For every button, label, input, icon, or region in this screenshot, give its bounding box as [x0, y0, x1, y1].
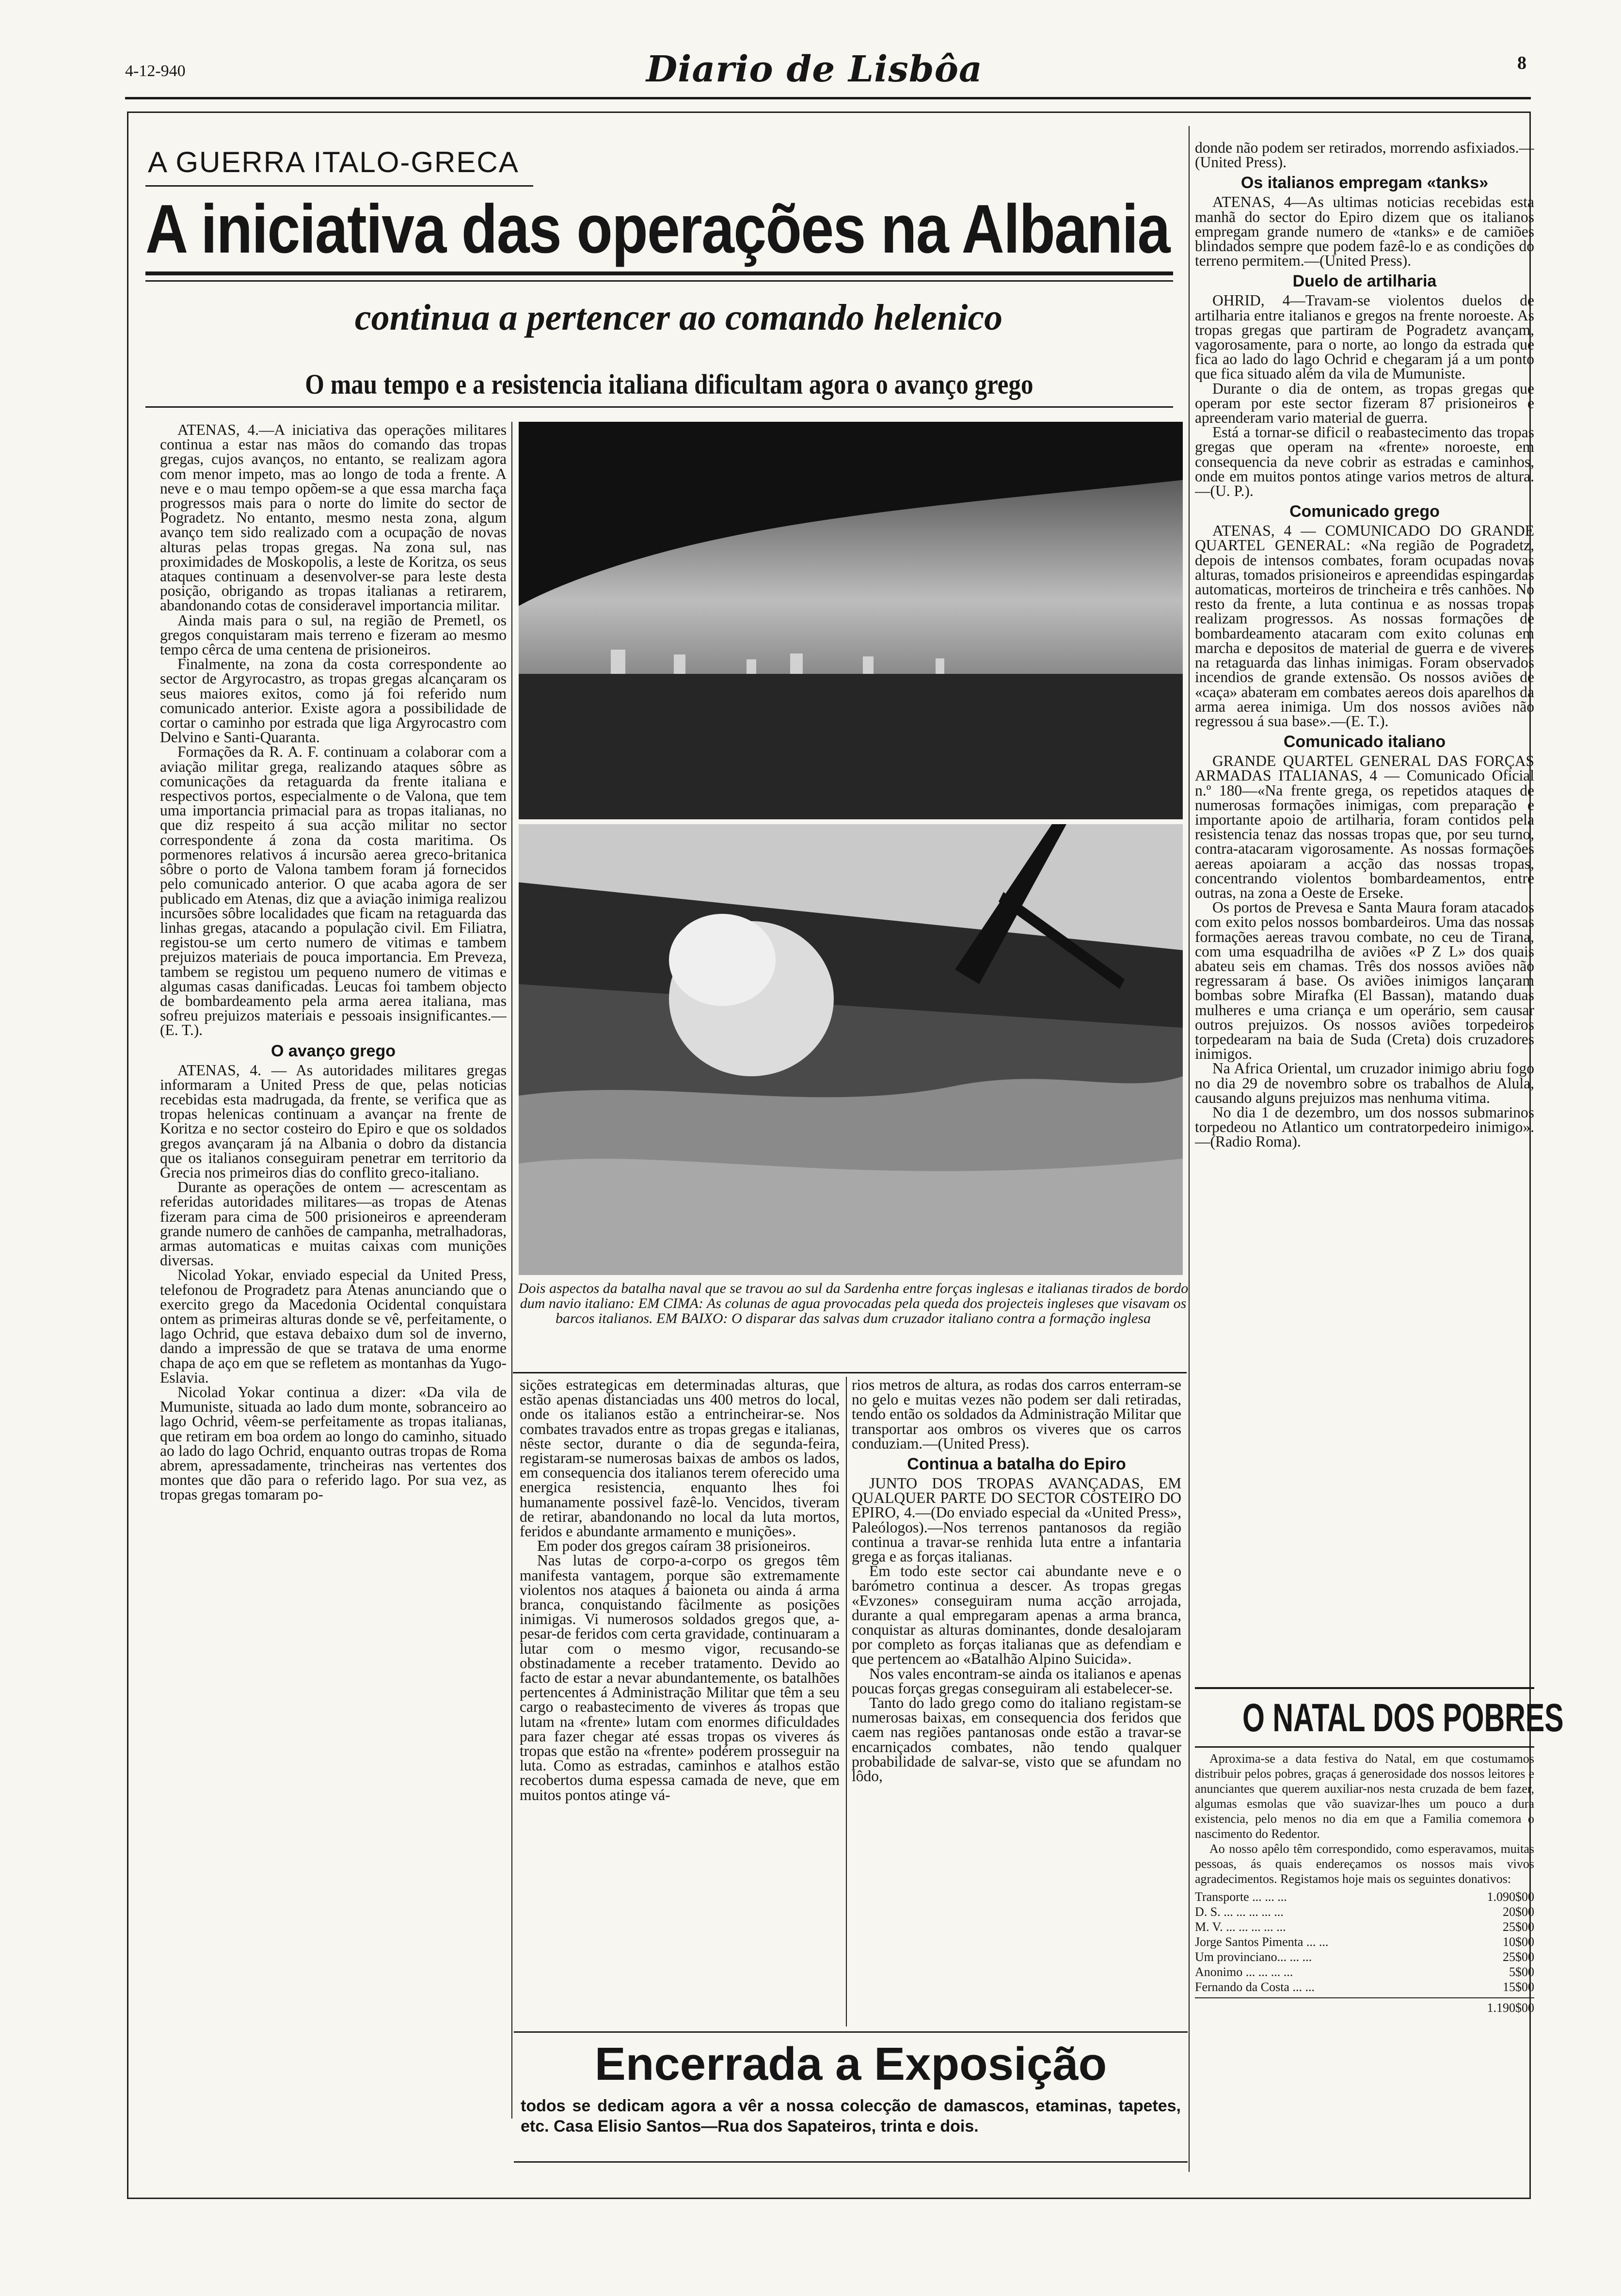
col2-paragraph: Em poder dos gregos caíram 38 prisioneiros.: [537, 1537, 811, 1555]
naval-battle-photo-top: [519, 422, 1183, 819]
col4-paragraph: donde não podem ser retirados, morrendo asfixiados.—(United Press).: [1195, 141, 1534, 171]
subhead: continua a pertencer ao comando helenico: [354, 297, 1003, 338]
col2-paragraph: sições estrategicas em determinadas alturas, que estão apenas distanciadas uns 400 metros do local, onde os italianos estão a entrincheirar-se. Nos combates travados entre as tropas gregas e italianas, nêste sector, durante o dia de segunda-feira, registaram-se numerosas baixas de ambos os lados, em consequencia dos italianos terem oferecido uma energica resistencia, enquanto lhes foi humanamente possivel fazê-lo. Vencidos, tiveram de retirar, abandonando no local da luta mortos, feridos e abundante armamento e munições».: [520, 1378, 840, 1540]
main-headline: A iniciativa das operações na Albania: [145, 191, 1170, 268]
photo-caption: Dois aspectos da batalha naval que se travou ao sul da Sardenha entre forças inglesas e italianas tirados de bordo dum navio italiano: EM CIMA: As colunas de agua provocadas pela queda dos projecteis ingleses que visavam os barcos italianos. EM BAIXO: O disparar das salvas dum cruzador italiano contra a formação inglesa: [518, 1280, 1189, 1326]
headline-rule-2: [145, 280, 1173, 282]
natal-box: [1195, 1687, 1564, 2167]
col1-subheading: O avanço grego: [271, 1041, 396, 1060]
col4-subheading: Comunicado grego: [1289, 502, 1440, 521]
deck-rule: [145, 406, 1173, 408]
col1-paragraph: Ainda mais para o sul, na região de Premetl, os gregos conquistaram mais terreno e fizeram ao mesmo tempo cêrca de uma centena de prisioneiros.: [160, 611, 507, 658]
natal-title: O NATAL DOS POBRES: [1242, 1696, 1564, 1740]
donation-total: 1.190$00: [1195, 1997, 1534, 2015]
col3-paragraph: JUNTO DOS TROPAS AVANÇADAS, EM QUALQUER PARTE DO SECTOR COSTEIRO DO EPIRO, 4.—(Do enviado especial da «United Press», Paleólogos).—Nos terrenos pantanosos da região continua a travar-se renhida luta entre a infantaria grega e as forças italianas.: [852, 1475, 1181, 1565]
natal-paragraph: Ao nosso apêlo têm correspondido, como esperavamos, muitas pessoas, ás quais endereçamos os nossos mais vivos agradecimentos. Registamos hoje mais os seguintes donativos:: [1195, 1842, 1534, 1886]
column-4: [1195, 141, 1534, 1682]
date-label: 4-12-940: [125, 62, 186, 80]
ad-title: Encerrada a Exposição: [594, 2038, 1107, 2090]
col1-paragraph: ATENAS, 4. — As autoridades militares gregas informaram a United Press de que, pelas noticias recebidas esta madrugada, da frente, se verifica que as tropas helenicas continuam a avançar na frente de Koritza e no sector costeiro do Epiro e que os soldados gregos avançaram já na Albania o dobro da distancia que os italianos conseguiram penetrar em territorio da Grecia nos primeiros dias do conflito greco-italiano.: [160, 1061, 507, 1181]
column-divider: [1189, 126, 1190, 2172]
col3-paragraph: Nos vales encontram-se ainda os italianos e apenas poucas forças gregas conseguiram ali estabelecer-se.: [852, 1665, 1181, 1697]
col1-paragraph: Nicolad Yokar continua a dizer: «Da vila de Mumuniste, situada ao lado dum monte, sobranceiro ao lago Ochrid, vêem-se perfeitamente as tropas italianas, que retiram em boa ordem ao longo do caminho, situado ao lado do lago Ochrid, enquanto outras tropas de Roma abrem, apressadamente, trincheiras nas vertentes dos montes que dão para o referido lago. Por sua vez, as tropas gregas tomaram po-: [160, 1384, 507, 1503]
col1-paragraph: Nicolad Yokar, enviado especial da United Press, telefonou de Progradetz para Atenas anunciando que o exercito grego da Macedonia Ocidental conquistara ontem as primeiras alturas donde se vê, perfeitamente, o lago Ochrid, que estava debaixo dum sol de inverno, dando a impressão de que se tratava de uma enorme chapa de aço em que se refletem as montanhas da Yugo-Eslavia.: [160, 1266, 507, 1386]
donation-row: D. S. ... ... ... ... ... 20$00: [1195, 1905, 1534, 1919]
col4-paragraph: No dia 1 de dezembro, um dos nossos submarinos torpedeou no Atlantico um contratorpedeiro inimigo».—(Radio Roma).: [1195, 1103, 1534, 1150]
masthead-rule: [125, 97, 1531, 99]
column-divider: [511, 422, 512, 2119]
col1-paragraph: ATENAS, 4.—A iniciativa das operações militares continua a estar nas mãos do comando das tropas gregas, cujos avanços, no entanto, se realizam agora com menor impeto, mas ao longo de toda a frente. A neve e o mau tempo opõem-se a que essa marcha faça progressos mais para o norte do limite do sector de Pogradetz. No entanto, mesmo nesta zona, algum avanço tem sido realizado com a ocupação de novas alturas pelas tropas gregas. Na zona sul, nas proximidades de Moskopolis, a leste de Koritza, os seus ataques continuam a desenvolver-se para leste desta posição, obrigando as tropas italianas a retirarem, abandonando cotas de consideravel importancia militar.: [160, 423, 507, 614]
col4-subheading: Duelo de artilharia: [1292, 272, 1437, 291]
donation-row: Transporte ... ... ... 1.090$00: [1195, 1890, 1534, 1904]
column-divider: [846, 1377, 847, 2026]
col3-paragraph: Em todo este sector cai abundante neve e o barómetro continua a descer. As tropas gregas «Evzones» conseguiram numa acção arrojada, durante a qual empregaram apenas a arma branca, conquistar as alturas dominantes, donde desalojaram por completo as forças italianas que as defendiam e que pertencem ao «Batalhão Alpino Suicida».: [852, 1563, 1181, 1668]
col4-paragraph: GRANDE QUARTEL GENERAL DAS FORÇAS ARMADAS ITALIANAS, 4 — Comunicado Oficial n.º 180—«Na frente grega, os repetidos ataques de numerosas formações inimigas, com preparação e importante apoio de artilharia, foram contidos pela resistencia tenaz das nossas tropas que, por seu turno, contra-atacaram vigorosamente. As nossas formações aereas apoiaram a acção das nossas tropas, concentrando violentos bombardeamentos, entre outras, na zona a Oeste de Erseke.: [1195, 752, 1534, 901]
column-3: [852, 1378, 1181, 2027]
col4-paragraph: ATENAS, 4 — COMUNICADO DO GRANDE QUARTEL GENERAL: «Na região de Pogradetz, depois de intensos combates, foram ocupadas novas alturas, tomados prisioneiros e apreendidas espingardas automaticas, morteiros de trincheira e três canhões. No resto da frente, a luta continua e as nossas tropas realizam progressos. As nossas formações de bombardeamento atacaram com exito colunas em marcha e depositos de material de guerra e de viveres na retaguarda das linhas inimigas. Foram observados incendios de grande extensão. Os nossos aviões de «caça» abateram em combates aereos dois aparelhos da arma aerea inimiga. Um dos nossos aviões não regressou á sua base».—(E. T.).: [1195, 522, 1534, 730]
col2-paragraph: Nas lutas de corpo-a-corpo os gregos têm manifesta vantagem, porque são extremamente violentos nos ataques á baioneta ou ainda á arma branca, conquistando fàcilmente as posições inimigas. Vi numerosos soldados gregos que, a-pesar-de feridos com certa gravidade, continuaram a lutar com o mesmo vigor, recusando-se obstinadamente a receber tratamento. Devido ao facto de estar a nevar abundantemente, os batalhões pertencentes á Administração Militar que têm a seu cargo o reabastecimento de viveres ás tropas que lutam na «frente» lutam com enormes dificuldades para fazer chegar até essas tropas os viveres ás tropas que estão na «frente» podérem prosseguir na luta. Como as estradas, caminhos e atalhos estão recobertos duma espessa camada de neve, que em muitos pontos atinge vá-: [520, 1552, 840, 1803]
col3-subheading: Continua a batalha do Epiro: [907, 1455, 1126, 1474]
donation-row: Jorge Santos Pimenta ... ... 10$00: [1195, 1935, 1534, 1949]
exhibition-ad: [514, 2031, 1188, 2163]
photo-bottom-rule: [513, 1372, 1187, 1373]
ad-text: todos se dedicam agora a vêr a nossa colecção de damascos, etaminas, tapetes, etc. Casa Elisio Santos—Rua dos Sapateiros, trinta e dois.: [521, 2097, 1181, 2136]
kicker-underline: [145, 185, 533, 187]
col1-paragraph: Formações da R. A. F. continuam a colaborar com a aviação militar grega, realizando ataques sôbre as comunicações da retaguarda da frente italiana e respectivos portos, especialmente o de Valona, que tem uma importancia primacial para as tropas italianas, no que diz respeito á sua acção militar no sector correspondente á zona da costa maritima. Os pormenores relativos á incursão aerea greco-britanica sôbre o porto de Valona tambem foram já fornecidos pelo comunicado anterior. O que acaba agora de ser publicado em Atenas, diz que a aviação inimiga realizou incursões sôbre localidades que ficam na retaguarda das linhas gregas, atacando a população civil. Em Filiatra, registou-se um certo numero de vitimas e tambem prejuizos materiais de pouca importancia. Em Preveza, tambem se registou um pequeno numero de vitimas e algumas casas danificadas. Leucas foi tambem objecto de bombardeamento pela arma aerea italiana, mas sofreu prejuizos materiais e pessoais insignificantes.—(E. T.).: [160, 743, 507, 1039]
col4-paragraph: OHRID, 4—Travam-se violentos duelos de artilharia entre italianos e gregos na frente noroeste. As tropas gregas que partiram de Pogradetz avançam, vagorosamente, para o norte, ao longo da estrada que fica ao lado do lago Ochrid e chegaram já a um ponto que fica situado além da vila de Mumuniste.: [1195, 292, 1534, 383]
donation-list: [1195, 1889, 1534, 2015]
newspaper-masthead: Diario de Lisbôa: [646, 48, 983, 90]
col3-paragraph: Tanto do lado grego como do italiano registam-se numerosas baixas, em consequencia dos feridos que caem nas regiões pantanosas onde estão a travar-se encarniçados combates, não tendo qualquer probabilidade de salvar-se, visto que se afundam no lôdo,: [852, 1694, 1181, 1785]
col1-paragraph: Durante as operações de ontem — acrescentam as referidas autoridades militares—as tropas de Atenas fizeram para cima de 500 prisioneiros e apreenderam grande numero de canhões de campanha, metralhadoras, armas automaticas e muitas caixas com munições diversas.: [160, 1179, 507, 1269]
deck: O mau tempo e a resistencia italiana dificultam agora o avanço grego: [305, 368, 1033, 400]
kicker: A GUERRA ITALO-GRECA: [148, 146, 519, 178]
naval-battle-photo-bottom: [519, 824, 1183, 1275]
donation-row: Anonimo ... ... ... ... 5$00: [1195, 1965, 1534, 1979]
col4-subheading: Os italianos empregam «tanks»: [1240, 174, 1489, 192]
headline-rule-1: [145, 271, 1173, 275]
col4-paragraph: Está a tornar-se dificil o reabastecimento das tropas gregas que operam na «frente» noroeste, em consequencia da neve cobrir as estradas e caminhos, onde em muitos pontos atinge varios metros de altura.—(U. P.).: [1195, 424, 1534, 500]
natal-paragraph: Aproxima-se a data festiva do Natal, em que costumamos distribuir pelos pobres, graças á generosidade dos nossos leitores e anunciantes que querem auxiliar-nos nesta cruzada de bem fazer, algumas esmolas que vão suavizar-lhes um pouco a dura existencia, pelo menos no dia em que a Familia comemora o nascimento do Redentor.: [1195, 1752, 1534, 1841]
col4-paragraph: Os portos de Prevesa e Santa Maura foram atacados com exito pelos nossos bombardeiros. Uma das nossas formações aereas travou combate, no ceu de Tirana, com uma esquadrilha de aviões «P Z L» dos quais abateu seis em chamas. Três dos nossos aviões não regressaram á base. Os aviões inimigos lançaram bombas sobre Mirafka (El Bassan), matando duas mulheres e uma criança e um operário, sem causar outros prejuizos. Os nossos aviões torpedeiros torpedearam na baia de Suda (Creta) dois cruzadores inimigos.: [1195, 899, 1534, 1063]
col4-subheading: Comunicado italiano: [1283, 733, 1446, 751]
col4-paragraph: Na Africa Oriental, um cruzador inimigo abriu fogo no dia 29 de novembro sobre os trabalhos de Alula, causando alguns prejuizos mas nenhuma vitima.: [1195, 1060, 1534, 1106]
donation-row: Fernando da Costa ... ... 15$00: [1195, 1980, 1534, 1994]
col4-paragraph: Durante o dia de ontem, as tropas gregas que operam por este sector fizeram 87 prisioneiros e apreenderam vario material de guerra.: [1195, 380, 1534, 427]
natal-top-rule: [1195, 1687, 1534, 1689]
donation-row: M. V. ... ... ... ... ... 25$00: [1195, 1920, 1534, 1934]
natal-title-rule: [1195, 1746, 1534, 1748]
col3-paragraph: rios metros de altura, as rodas dos carros enterram-se no gelo e muitas vezes não podem ser dali retiradas, tendo então os soldados da Administração Militar que transportar aos ombros os viveres que os carros conduziam.—(United Press).: [852, 1378, 1181, 1452]
col4-paragraph: ATENAS, 4—As ultimas noticias recebidas esta manhã do sector do Epiro dizem que os italianos empregam grande numero de «tanks» e de camiões blindados sempre que podem fazê-lo e as condições do terreno permitem.—(United Press).: [1195, 193, 1534, 270]
page-number: 8: [1517, 53, 1526, 73]
column-1: [160, 423, 507, 1678]
col1-paragraph: Finalmente, na zona da costa correspondente ao sector de Argyrocastro, as tropas gregas alcançaram os seus maiores exitos, como já foi referido num comunicado anterior. Existe agora a possibilidade de cortar o caminho por estrada que liga Argyrocastro com Delvino e Santi-Quaranta.: [160, 655, 507, 746]
donation-row: Um provinciano... ... ... 25$00: [1195, 1950, 1534, 1964]
